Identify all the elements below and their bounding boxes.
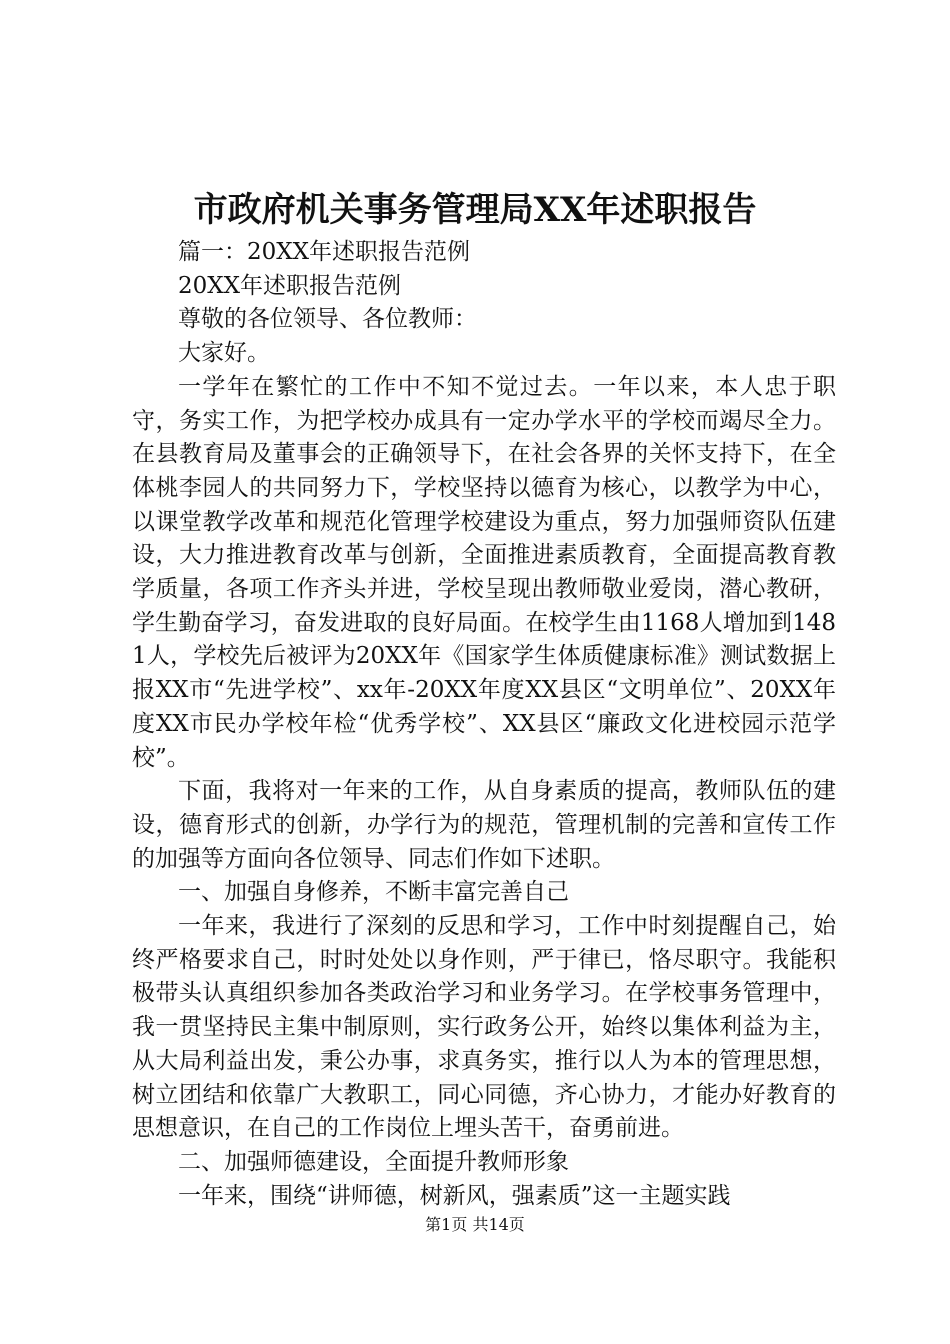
section-heading: 一、加强自身修养，不断丰富完善自己 xyxy=(178,879,569,906)
paragraph: 一年来，围绕“讲师德，树新风，强素质”这一主题实践 xyxy=(178,1182,731,1209)
paragraph: 一年来，我进行了深刻的反思和学习，工作中时刻提醒自己，始终严格要求自己，时时处处以身作则，严于律已，恪尽职守。我能积极带头认真组织参加各类政治学习和业务学习。在学校事务管理中，我一贯坚持民主集中制原则，实行政务公开，始终以集体利益为主，从大局利益出发，秉公办事，求真务实，推行以人为本的管理思想，树立团结和依靠广大教职工，同心同德，齐心协力，才能办好教育的思想意识，在自己的工作岗位上埋头苦干，奋勇前进。 xyxy=(132,913,836,1142)
paragraph: 下面，我将对一年来的工作，从自身素质的提高，教师队伍的建设，德育形式的创新，办学行为的规范，管理机制的完善和宣传工作的加强等方面向各位领导、同志们作如下述职。 xyxy=(132,778,836,872)
document-title: 市政府机关事务管理局XX年述职报告 xyxy=(193,190,757,230)
document-body xyxy=(132,236,836,1213)
paragraph: 尊敬的各位领导、各位教师： xyxy=(178,306,477,333)
section-heading: 二、加强师德建设，全面提升教师形象 xyxy=(178,1148,569,1175)
paragraph: 篇一：20XX年述职报告范例 xyxy=(178,239,471,265)
paragraph: 一学年在繁忙的工作中不知不觉过去。一年以来，本人忠于职守，务实工作，为把学校办成具有一定办学水平的学校而竭尽全力。在县教育局及董事会的正确领导下，在社会各界的关怀支持下，在全体桃李园人的共同努力下，学校坚持以德育为核心，以教学为中心，以课堂教学改革和规范化管理学校建设为重点，努力加强师资队伍建设，大力推进教育改革与创新，全面推进素质教育，全面提高教育教学质量，各项工作齐头并进，学校呈现出教师敬业爱岗，潜心教研，学生勤奋学习，奋发进取的良好局面。在校学生由1168人增加到1481人，学校先后被评为20XX年《国家学生体质健康标准》测试数据上报XX市“先进学校”、xx年-20XX年度XX县区“文明单位”、20XX年度XX市民办学校年检“优秀学校”、XX县区“廉政文化进校园示范学校”。 xyxy=(132,373,836,771)
paragraph: 大家好。 xyxy=(178,340,270,367)
paragraph: 20XX年述职报告范例 xyxy=(178,272,402,299)
page-number: 第1页 共14页 xyxy=(425,1215,525,1234)
page-footer xyxy=(0,1214,950,1236)
